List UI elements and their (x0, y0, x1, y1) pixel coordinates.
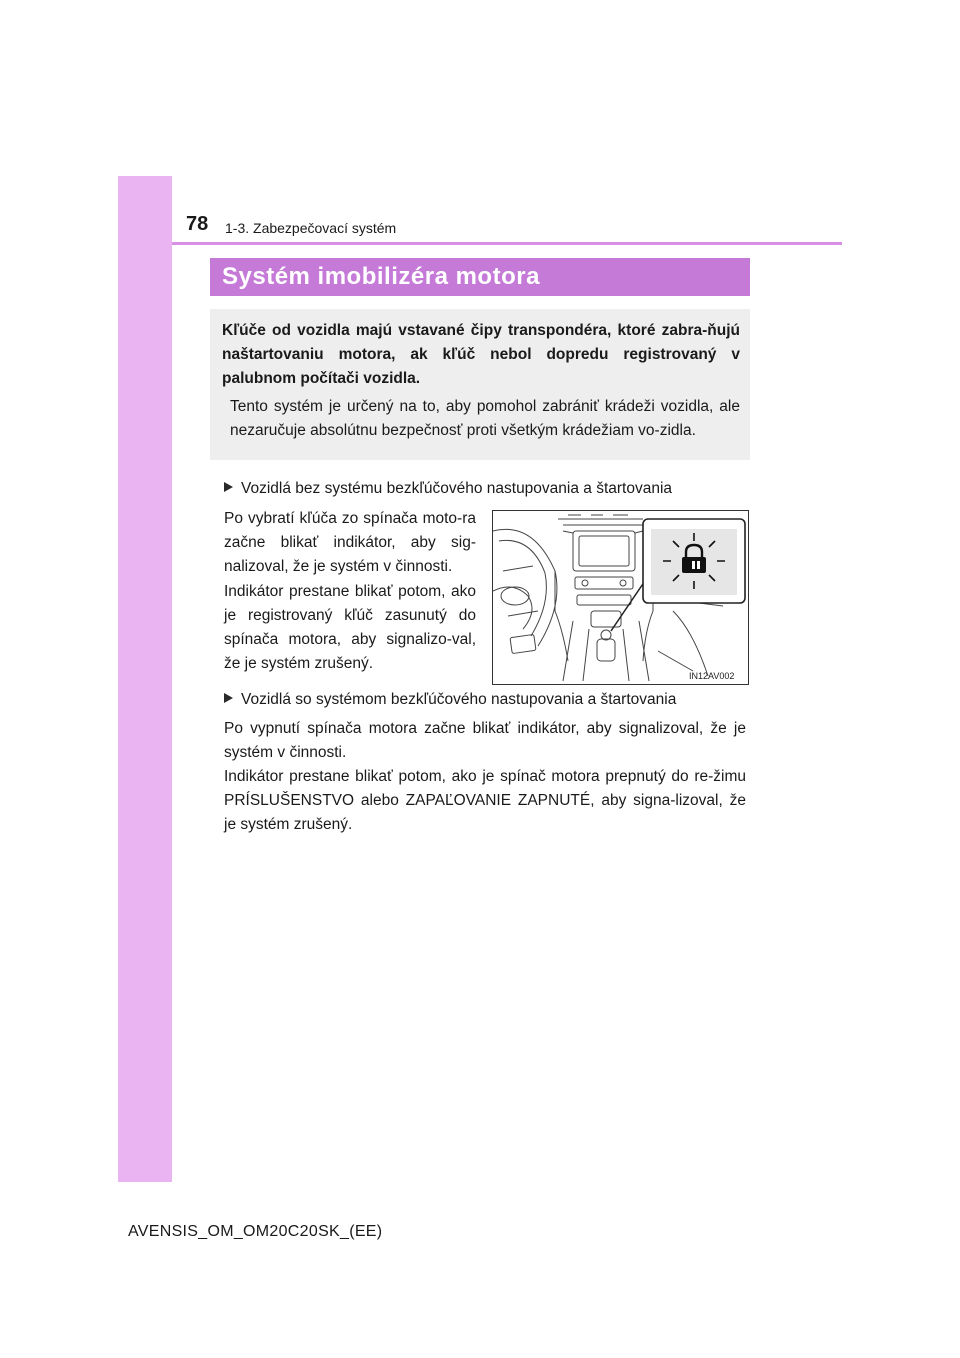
intro-box (210, 309, 750, 460)
intro-note: Tento systém je určený na to, aby pomohol zabrániť krádeži vozidla, ale nezaručuje absolútnu bezpečnosť proti všetkým krádežiam vo-zidla. (230, 398, 740, 439)
subhead-text: Vozidlá so systémom bezkľúčového nastupovania a štartovania (241, 691, 677, 708)
arrow-bullet-icon (224, 693, 233, 703)
header-rule (172, 242, 842, 245)
subhead-no-smart-key (224, 479, 672, 499)
subhead-smart-key (224, 690, 676, 710)
paragraph: Indikátor prestane blikať potom, ako je registrovaný kľúč zasunutý do spínača motora, aby signalizo-val, že je systém zrušený. (224, 583, 476, 672)
page-title: Systém imobilizéra motora (210, 258, 750, 296)
page-number: 78 (186, 213, 209, 235)
paragraph: Po vypnutí spínača motora začne blikať indikátor, aby signalizoval, že je systém v činnosti. (224, 720, 746, 761)
chapter-side-tab (118, 176, 172, 1182)
paragraph: Indikátor prestane blikať potom, ako je spínač motora prepnutý do re-žimu PRÍSLUŠENSTVO alebo ZAPAĽOVANIE ZAPNUTÉ, aby signa-lizoval, že je systém zrušený. (224, 768, 746, 833)
paragraph: Po vybratí kľúča zo spínača moto-ra začne blikať indikátor, aby sig-nalizoval, že je systém v činnosti. (224, 510, 476, 575)
intro-lead: Kľúče od vozidla majú vstavané čipy transpondéra, ktoré zabra-ňujú naštartovaniu motora, ak kľúč nebol dopredu registrovaný v palubnom počítači vozidla. (222, 322, 740, 387)
arrow-bullet-icon (224, 482, 233, 492)
document-code: AVENSIS_OM_OM20C20SK_(EE) (128, 1223, 383, 1240)
dashboard-illustration (492, 510, 749, 685)
figure-code: IN12AV002 (689, 671, 735, 681)
section-path: 1-3. Zabezpečovací systém (225, 220, 397, 236)
subhead-text: Vozidlá bez systému bezkľúčového nastupovania a štartovania (241, 480, 673, 497)
